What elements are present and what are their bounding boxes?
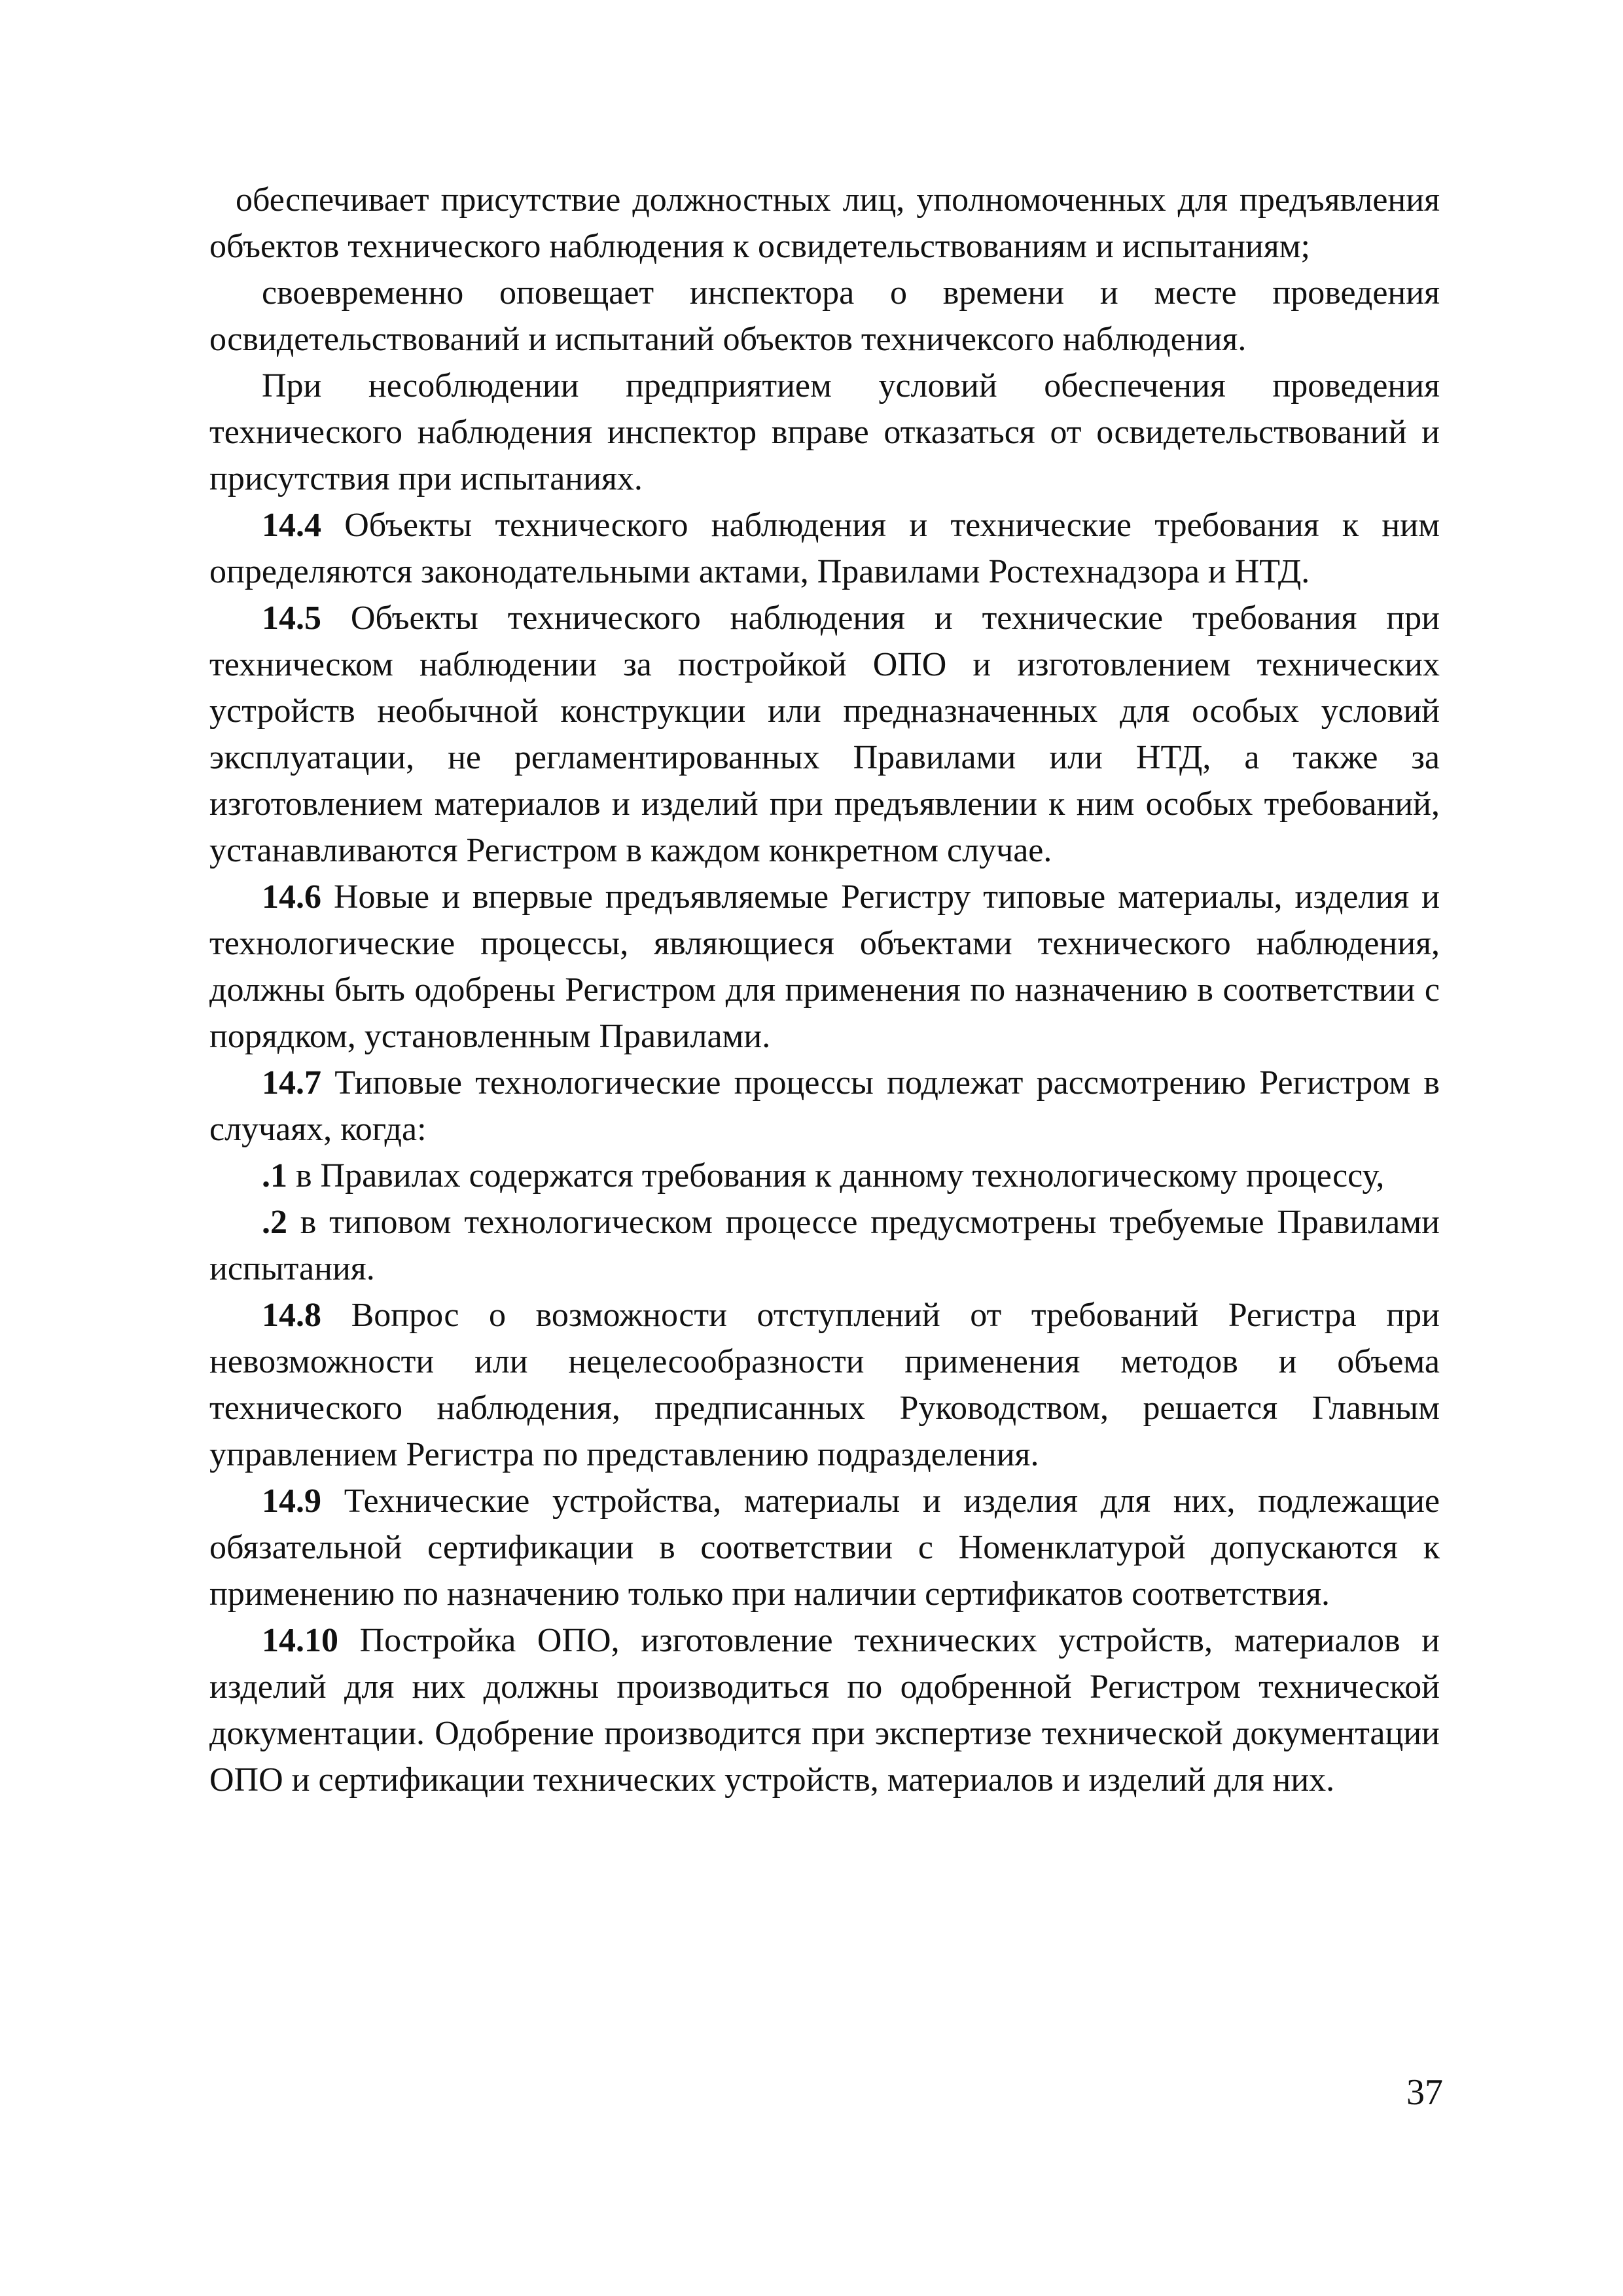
page-number: 37 [1406, 2072, 1443, 2113]
paragraph-text: Объекты технического наблюдения и технические требования к ним определяются законодательными актами, Правилами Ростехнадзора и НТД. [209, 507, 1440, 590]
list-item-text: в Правилах содержатся требования к данному технологическому процессу, [287, 1157, 1385, 1194]
paragraph-number: 14.5 [262, 600, 321, 637]
list-item-1 [209, 1153, 1440, 1199]
paragraph [209, 363, 1440, 502]
paragraph-14-4 [209, 502, 1440, 595]
paragraph-14-9 [209, 1478, 1440, 1617]
paragraph-14-7 [209, 1060, 1440, 1153]
paragraph-number: 14.6 [262, 878, 321, 916]
paragraph-14-10 [209, 1617, 1440, 1803]
list-item-2 [209, 1199, 1440, 1292]
paragraph-number: 14.10 [262, 1622, 338, 1659]
paragraph-text: Постройка ОПО, изготовление технических устройств, материалов и изделий для них должны производиться по одобренной Регистром технической документации. Одобрение производится при экспертизе технической документации ОПО и сертификации технических устройств, материалов и изделий для них. [209, 1622, 1440, 1799]
paragraph-text: своевременно оповещает инспектора о времени и месте проведения освидетельствований и испытаний объектов техничексого наблюдения. [209, 274, 1440, 358]
paragraph [209, 270, 1440, 363]
paragraph-text: обеспечивает присутствие должностных лиц, уполномоченных для предъявления объектов технического наблюдения к освидетельствованиям и испытаниям; [209, 181, 1440, 265]
paragraph-text: Новые и впервые предъявляемые Регистру типовые материалы, изделия и технологические процессы, являющиеся объектами технического наблюдения, должны быть одобрены Регистром для применения по назначению в соответствии с порядком, установленным Правилами. [209, 878, 1440, 1055]
paragraph-text: Объекты технического наблюдения и технические требования при техническом наблюдении за постройкой ОПО и изготовлением технических устройств необычной конструкции или предназначенных для особых условий эксплуатации, не регламентированных Правилами или НТД, а также за изготовлением материалов и изделий при предъявлении к ним особых требований, устанавливаются Регистром в каждом конкретном случае. [209, 600, 1440, 869]
paragraph [209, 177, 1440, 270]
paragraph-number: 14.7 [262, 1064, 321, 1102]
paragraph-14-8 [209, 1292, 1440, 1478]
list-item-text: в типовом технологическом процессе предусмотрены требуемые Правилами испытания. [209, 1204, 1440, 1287]
paragraph-number: 14.9 [262, 1482, 321, 1520]
paragraph-text: При несоблюдении предприятием условий обеспечения проведения технического наблюдения инспектор вправе отказаться от освидетельствований и присутствия при испытаниях. [209, 367, 1440, 497]
body-text [209, 177, 1440, 1803]
paragraph-text: Типовые технологические процессы подлежат рассмотрению Регистром в случаях, когда: [209, 1064, 1440, 1148]
paragraph-14-5 [209, 595, 1440, 874]
paragraph-text: Технические устройства, материалы и изделия для них, подлежащие обязательной сертификации в соответствии с Номенклатурой допускаются к применению по назначению только при наличии сертификатов соответствия. [209, 1482, 1440, 1613]
paragraph-text: Вопрос о возможности отступлений от требований Регистра при невозможности или нецелесообразности применения методов и объема технического наблюдения, предписанных Руководством, решается Главным управлением Регистра по представлению подразделения. [209, 1297, 1440, 1473]
list-item-number: .2 [262, 1204, 287, 1241]
paragraph-number: 14.4 [262, 507, 321, 544]
paragraph-14-6 [209, 874, 1440, 1060]
list-item-number: .1 [262, 1157, 287, 1194]
paragraph-number: 14.8 [262, 1297, 321, 1334]
